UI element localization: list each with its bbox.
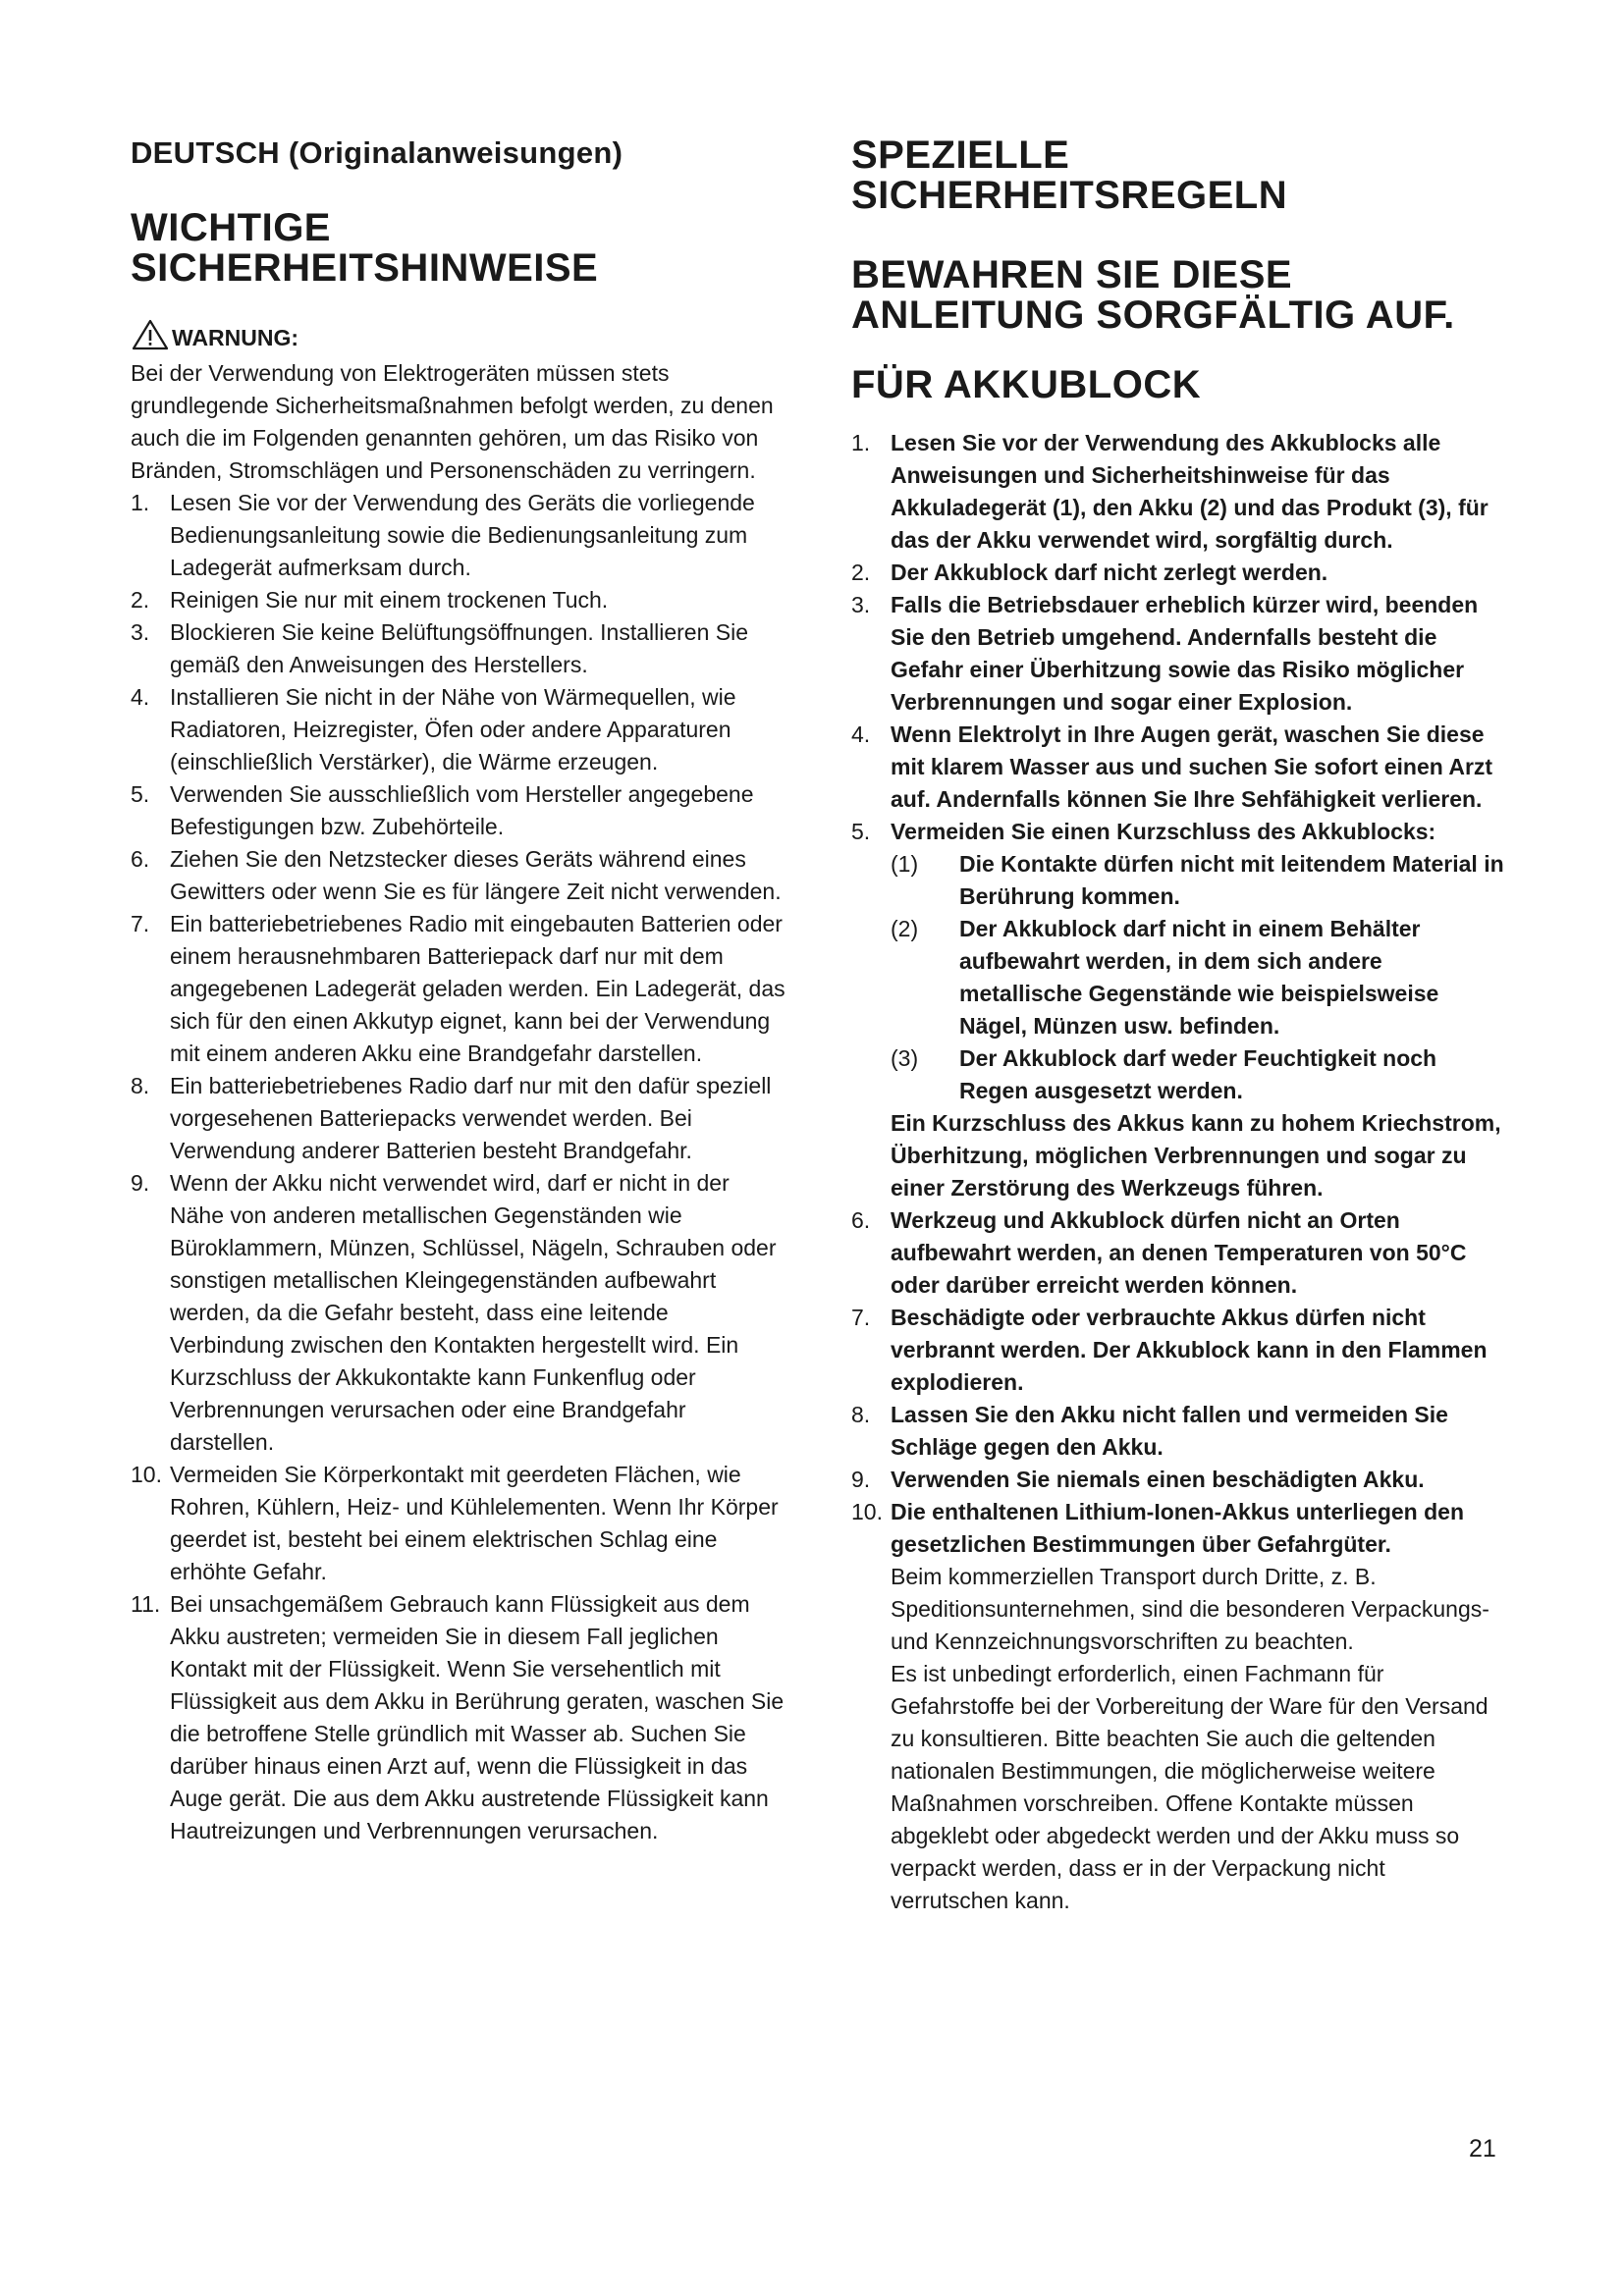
item-text: Lesen Sie vor der Verwendung des Geräts die vorliegende Bedienungsanleitung sowie die Bedienungsanleitung zum Ladegerät aufmerksam durch. <box>170 490 755 580</box>
right-safety-list <box>851 427 1509 1917</box>
item-text: Lesen Sie vor der Verwendung des Akkublocks alle Anweisungen und Sicherheitshinweise für das Akkuladegerät (1), den Akku (2) und das Produkt (3), für das der Akku verwendet wird, sorgfältig durch. <box>891 430 1489 553</box>
item-text: Bei unsachgemäßem Gebrauch kann Flüssigkeit aus dem Akku austreten; vermeiden Sie in diesem Fall jeglichen Kontakt mit der Flüssigkeit. Wenn Sie versehentlich mit Flüssigkeit aus dem Akku in Berührung geraten, waschen Sie die betroffene Stelle gründlich mit Wasser ab. Suchen Sie darüber hinaus einen Arzt auf, wenn die Flüssigkeit in das Auge gerät. Die aus dem Akku austretende Flüssigkeit kann Hautreizungen und Verbrennungen verursachen. <box>170 1591 785 1843</box>
warning-triangle-icon <box>131 318 170 351</box>
list-item <box>851 1496 1509 1917</box>
item-number: 7. <box>131 911 150 936</box>
item-text: Beschädigte oder verbrauchte Akkus dürfen nicht verbrannt werden. Der Akkublock kann in den Flammen explodieren. <box>891 1305 1488 1395</box>
keep-manual-line2: ANLEITUNG SORGFÄLTIG AUF. <box>851 294 1455 337</box>
sub-list-item <box>891 913 1509 1042</box>
item-number: 2. <box>851 560 871 585</box>
item-number: 10. <box>131 1462 162 1487</box>
language-heading: DEUTSCH (Originalanweisungen) <box>131 135 623 170</box>
hazmat-paragraph: Es ist unbedingt erforderlich, einen Fachmann für Gefahrstoffe bei der Vorbereitung der Ware für den Versand zu konsultieren. Bitte beachten Sie auch die geltenden nationalen Bestimmungen, die möglicherweise weitere Maßnahmen vorschreiben. Offene Kontakte müssen abgeklebt oder abgedeckt werden und der Akku muss so verpackt werden, dass er in der Verpackung nicht verrutschen kann. <box>891 1661 1489 1913</box>
list-item <box>131 1167 788 1459</box>
sub-item-text: Die Kontakte dürfen nicht mit leitendem Material in Berührung kommen. <box>959 851 1504 909</box>
item-text: Ein batteriebetriebenes Radio darf nur mit den dafür speziell vorgesehenen Batteriepacks verwendet werden. Bei Verwendung anderer Batterien besteht Brandgefahr. <box>170 1073 772 1163</box>
item-text: Verwenden Sie niemals einen beschädigten Akku. <box>891 1467 1425 1492</box>
special-rules-line1: SPEZIELLE <box>851 133 1070 177</box>
list-item <box>851 1302 1509 1399</box>
battery-heading: FÜR AKKUBLOCK <box>851 363 1202 406</box>
item-text: Falls die Betriebsdauer erheblich kürzer wird, beenden Sie den Betrieb umgehend. Andernfalls besteht die Gefahr einer Überhitzung sowie das Risiko möglicher Verbrennungen und sogar einer Explosion. <box>891 592 1479 715</box>
sub-item-text: Der Akkublock darf weder Feuchtigkeit noch Regen ausgesetzt werden. <box>959 1045 1437 1103</box>
item-number: 4. <box>851 721 871 747</box>
item-text: Die enthaltenen Lithium-Ionen-Akkus unterliegen den gesetzlichen Bestimmungen über Gefahrgüter. <box>891 1499 1464 1557</box>
item-number: 2. <box>131 587 150 613</box>
list-item <box>851 719 1509 816</box>
item-number: 5. <box>851 819 871 844</box>
list-item <box>131 681 788 778</box>
item-text: Ein batteriebetriebenes Radio mit eingebauten Batterien oder einem herausnehmbaren Batteriepack darf nur mit dem angegebenen Ladegerät geladen werden. Ein Ladegerät, das sich für den einen Akkutyp eignet, kann bei der Verwendung mit einem anderen Akku eine Brandgefahr darstellen. <box>170 911 785 1066</box>
special-rules-heading <box>851 135 1509 216</box>
item-text: Werkzeug und Akkublock dürfen nicht an Orten aufbewahrt werden, an denen Temperaturen von 50°C oder darüber erreicht werden können. <box>891 1207 1467 1298</box>
item-number: 9. <box>851 1467 871 1492</box>
short-circuit-note: Ein Kurzschluss des Akkus kann zu hohem Kriechstrom, Überhitzung, möglichen Verbrennungen und sogar zu einer Zerstörung des Werkzeugs führen. <box>891 1110 1501 1201</box>
left-column <box>131 135 788 1847</box>
item-text: Blockieren Sie keine Belüftungsöffnungen. Installieren Sie gemäß den Anweisungen des Herstellers. <box>170 619 749 677</box>
warning-title <box>131 318 788 351</box>
safety-heading-line2: SICHERHEITSHINWEISE <box>131 246 599 290</box>
list-item <box>131 616 788 681</box>
item-number: 9. <box>131 1170 150 1196</box>
item-number: 6. <box>851 1207 871 1233</box>
sub-item-text: Der Akkublock darf nicht in einem Behälter aufbewahrt werden, in dem sich andere metallische Gegenstände wie beispielsweise Nägel, Münzen usw. befinden. <box>959 916 1439 1039</box>
list-item <box>851 557 1509 589</box>
item-text: Ziehen Sie den Netzstecker dieses Geräts während eines Gewitters oder wenn Sie es für längere Zeit nicht verwenden. <box>170 846 782 904</box>
item-number: 1. <box>851 430 871 455</box>
item-text: Lassen Sie den Akku nicht fallen und vermeiden Sie Schläge gegen den Akku. <box>891 1402 1448 1460</box>
item-number: 8. <box>131 1073 150 1098</box>
item-number: 4. <box>131 684 150 710</box>
item-number: 1. <box>131 490 150 515</box>
list-item <box>851 427 1509 557</box>
left-safety-list <box>131 487 788 1847</box>
special-rules-line2: SICHERHEITSREGELN <box>851 174 1288 217</box>
sub-item-number: (3) <box>891 1045 919 1071</box>
list-item <box>131 487 788 584</box>
list-item <box>131 1459 788 1588</box>
item-text: Der Akkublock darf nicht zerlegt werden. <box>891 560 1328 585</box>
safety-heading-line1: WICHTIGE <box>131 206 331 249</box>
item-number: 6. <box>131 846 150 872</box>
item-number: 3. <box>851 592 871 617</box>
keep-manual-line1: BEWAHREN SIE DIESE <box>851 253 1293 296</box>
page-number: 21 <box>1469 2135 1496 2163</box>
item-number: 10. <box>851 1499 883 1524</box>
item-number: 7. <box>851 1305 871 1330</box>
item-text: Vermeiden Sie Körperkontakt mit geerdeten Flächen, wie Rohren, Kühlern, Heiz- und Kühlelementen. Wenn Ihr Körper geerdet ist, besteht bei einem elektrischen Schlag eine erhöhte Gefahr. <box>170 1462 779 1584</box>
item-text: Installieren Sie nicht in der Nähe von Wärmequellen, wie Radiatoren, Heizregister, Öfen oder andere Apparaturen (einschließlich Verstärker), die Wärme erzeugen. <box>170 684 736 774</box>
right-column <box>851 135 1509 1917</box>
item-text: Verwenden Sie ausschließlich vom Hersteller angegebene Befestigungen bzw. Zubehörteile. <box>170 781 754 839</box>
item-number: 5. <box>131 781 150 807</box>
item-text: Reinigen Sie nur mit einem trockenen Tuch. <box>170 587 609 613</box>
list-item <box>851 1464 1509 1496</box>
list-item <box>131 778 788 843</box>
item-number: 3. <box>131 619 150 645</box>
list-item <box>851 1399 1509 1464</box>
list-item <box>131 584 788 616</box>
list-item <box>131 908 788 1070</box>
sub-item-number: (2) <box>891 916 919 941</box>
sub-list-item <box>891 1042 1509 1107</box>
item-number: 8. <box>851 1402 871 1427</box>
sub-list-item <box>891 848 1509 913</box>
list-item <box>131 843 788 908</box>
warning-label: WARNUNG: <box>172 325 299 350</box>
list-item <box>131 1070 788 1167</box>
transport-paragraph: Beim kommerziellen Transport durch Dritte, z. B. Speditionsunternehmen, sind die besonderen Verpackungs- und Kennzeichnungsvorschriften zu beachten. <box>891 1564 1489 1654</box>
item-number: 11. <box>131 1591 161 1617</box>
safety-heading <box>131 208 788 289</box>
list-item <box>851 589 1509 719</box>
item-text: Vermeiden Sie einen Kurzschluss des Akkublocks: <box>891 819 1436 844</box>
sub-list <box>891 848 1509 1107</box>
list-item <box>131 1588 788 1847</box>
sub-item-number: (1) <box>891 851 919 877</box>
item-text: Wenn Elektrolyt in Ihre Augen gerät, waschen Sie diese mit klarem Wasser aus und suchen Sie sofort einen Arzt auf. Andernfalls können Sie Ihre Sehfähigkeit verlieren. <box>891 721 1493 812</box>
item-text: Wenn der Akku nicht verwendet wird, darf er nicht in der Nähe von anderen metallischen Gegenständen wie Büroklammern, Münzen, Schlüssel, Nägeln, Schrauben oder sonstigen metallischen Kleingegenständen aufbewahrt werden, da die Gefahr besteht, dass eine leitende Verbindung zwischen den Kontakten hergestellt wird. Ein Kurzschluss der Akkukontakte kann Funkenflug oder Verbrennungen verursachen oder eine Brandgefahr darstellen. <box>170 1170 777 1455</box>
warning-intro: Bei der Verwendung von Elektrogeräten müssen stets grundlegende Sicherheitsmaßnahmen befolgt werden, zu denen auch die im Folgenden genannten gehören, um das Risiko von Bränden, Stromschlägen und Personenschäden zu verringern. <box>131 360 774 483</box>
keep-manual-heading <box>851 255 1509 336</box>
list-item <box>851 1204 1509 1302</box>
list-item <box>851 816 1509 1204</box>
